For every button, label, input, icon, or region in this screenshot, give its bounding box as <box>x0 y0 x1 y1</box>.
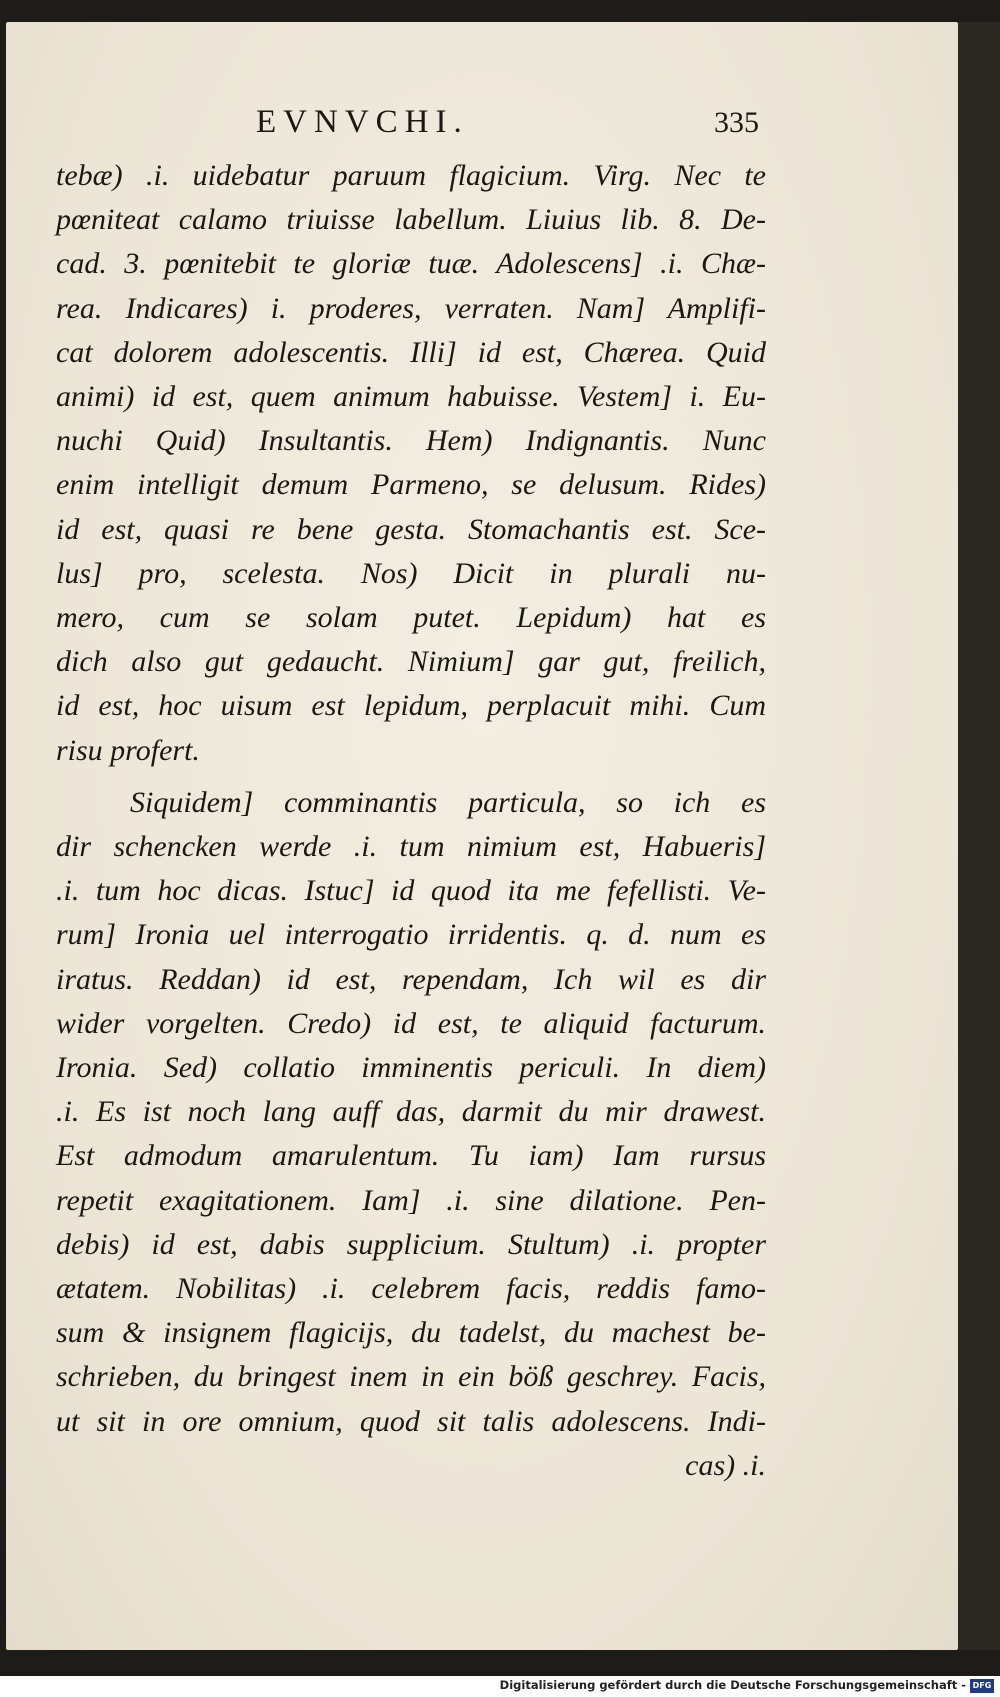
catchword: cas) .i. <box>685 1448 766 1482</box>
page-header <box>6 104 958 144</box>
text-line: id est, hoc uisum est lepidum, perplacuit mihi. Cum <box>56 689 766 723</box>
text-line: .i. tum hoc dicas. Istuc] id quod ita me fefellisti. Ve- <box>56 874 766 908</box>
scan-edge <box>958 22 1000 1650</box>
commentary-text <box>56 154 766 1488</box>
text-line: enim intelligit demum Parmeno, se delusum. Rides) <box>56 468 766 502</box>
text-line: Est admodum amarulentum. Tu iam) Iam rursus <box>56 1139 766 1173</box>
text-line: dich also gut gedaucht. Nimium] gar gut, freilich, <box>56 645 766 679</box>
running-head: EVNVCHI. <box>256 104 469 140</box>
text-line: rum] Ironia uel interrogatio irridentis. q. d. num es <box>56 918 766 952</box>
paragraph-gap <box>56 773 766 781</box>
text-line: mero, cum se solam putet. Lepidum) hat es <box>56 601 766 635</box>
text-line: rea. Indicares) i. proderes, verraten. Nam] Amplifi- <box>56 291 766 325</box>
text-line: tebæ) .i. uidebatur paruum flagicium. Virg. Nec te <box>56 159 766 192</box>
text-line: lus] pro, scelesta. Nos) Dicit in plurali nu- <box>56 556 766 590</box>
text-line: cat dolorem adolescentis. Illi] id est, Chærea. Quid <box>56 335 766 369</box>
digitization-footer <box>0 1676 1000 1697</box>
text-line: cad. 3. pœnitebit te gloriæ tuæ. Adolescens] .i. Chæ- <box>56 247 766 281</box>
text-line: repetit exagitationem. Iam] .i. sine dilatione. Pen- <box>56 1183 766 1217</box>
text-line: nuchi Quid) Insultantis. Hem) Indignantis. Nunc <box>56 424 766 458</box>
text-line: schrieben, du bringest inem in ein böß geschrey. Facis, <box>56 1360 766 1394</box>
dfg-logo-icon: DFG <box>970 1679 994 1693</box>
text-line: dir schencken werde .i. tum nimium est, Habueris] <box>56 830 766 864</box>
text-line: animi) id est, quem animum habuisse. Vestem] i. Eu- <box>56 380 766 414</box>
text-line: iratus. Reddan) id est, rependam, Ich wil es dir <box>56 962 766 996</box>
text-line: wider vorgelten. Credo) id est, te aliquid facturum. <box>56 1006 766 1040</box>
page-number: 335 <box>714 106 759 139</box>
book-page <box>6 22 958 1650</box>
text-line: id est, quasi re bene gesta. Stomachantis est. Sce- <box>56 512 766 546</box>
text-line: .i. Es ist noch lang auff das, darmit du mir drawest. <box>56 1095 766 1129</box>
text-line: debis) id est, dabis supplicium. Stultum) .i. propter <box>56 1227 766 1261</box>
text-line: Ironia. Sed) collatio imminentis periculi. In diem) <box>56 1051 766 1085</box>
text-line: Siquidem] comminantis particula, so ich es <box>130 785 766 819</box>
text-line: ut sit in ore omnium, quod sit talis adolescens. Indi- <box>56 1404 766 1438</box>
text-line: ætatem. Nobilitas) .i. celebrem facis, reddis famo- <box>56 1272 766 1306</box>
text-line: risu profert. <box>56 733 200 767</box>
text-line: sum & insignem flagicijs, du tadelst, du machest be- <box>56 1316 766 1350</box>
funding-credit: Digitalisierung gefördert durch die Deutsche Forschungsgemeinschaft - <box>499 1678 966 1692</box>
text-line: pœniteat calamo triuisse labellum. Liuius lib. 8. De- <box>56 203 766 237</box>
